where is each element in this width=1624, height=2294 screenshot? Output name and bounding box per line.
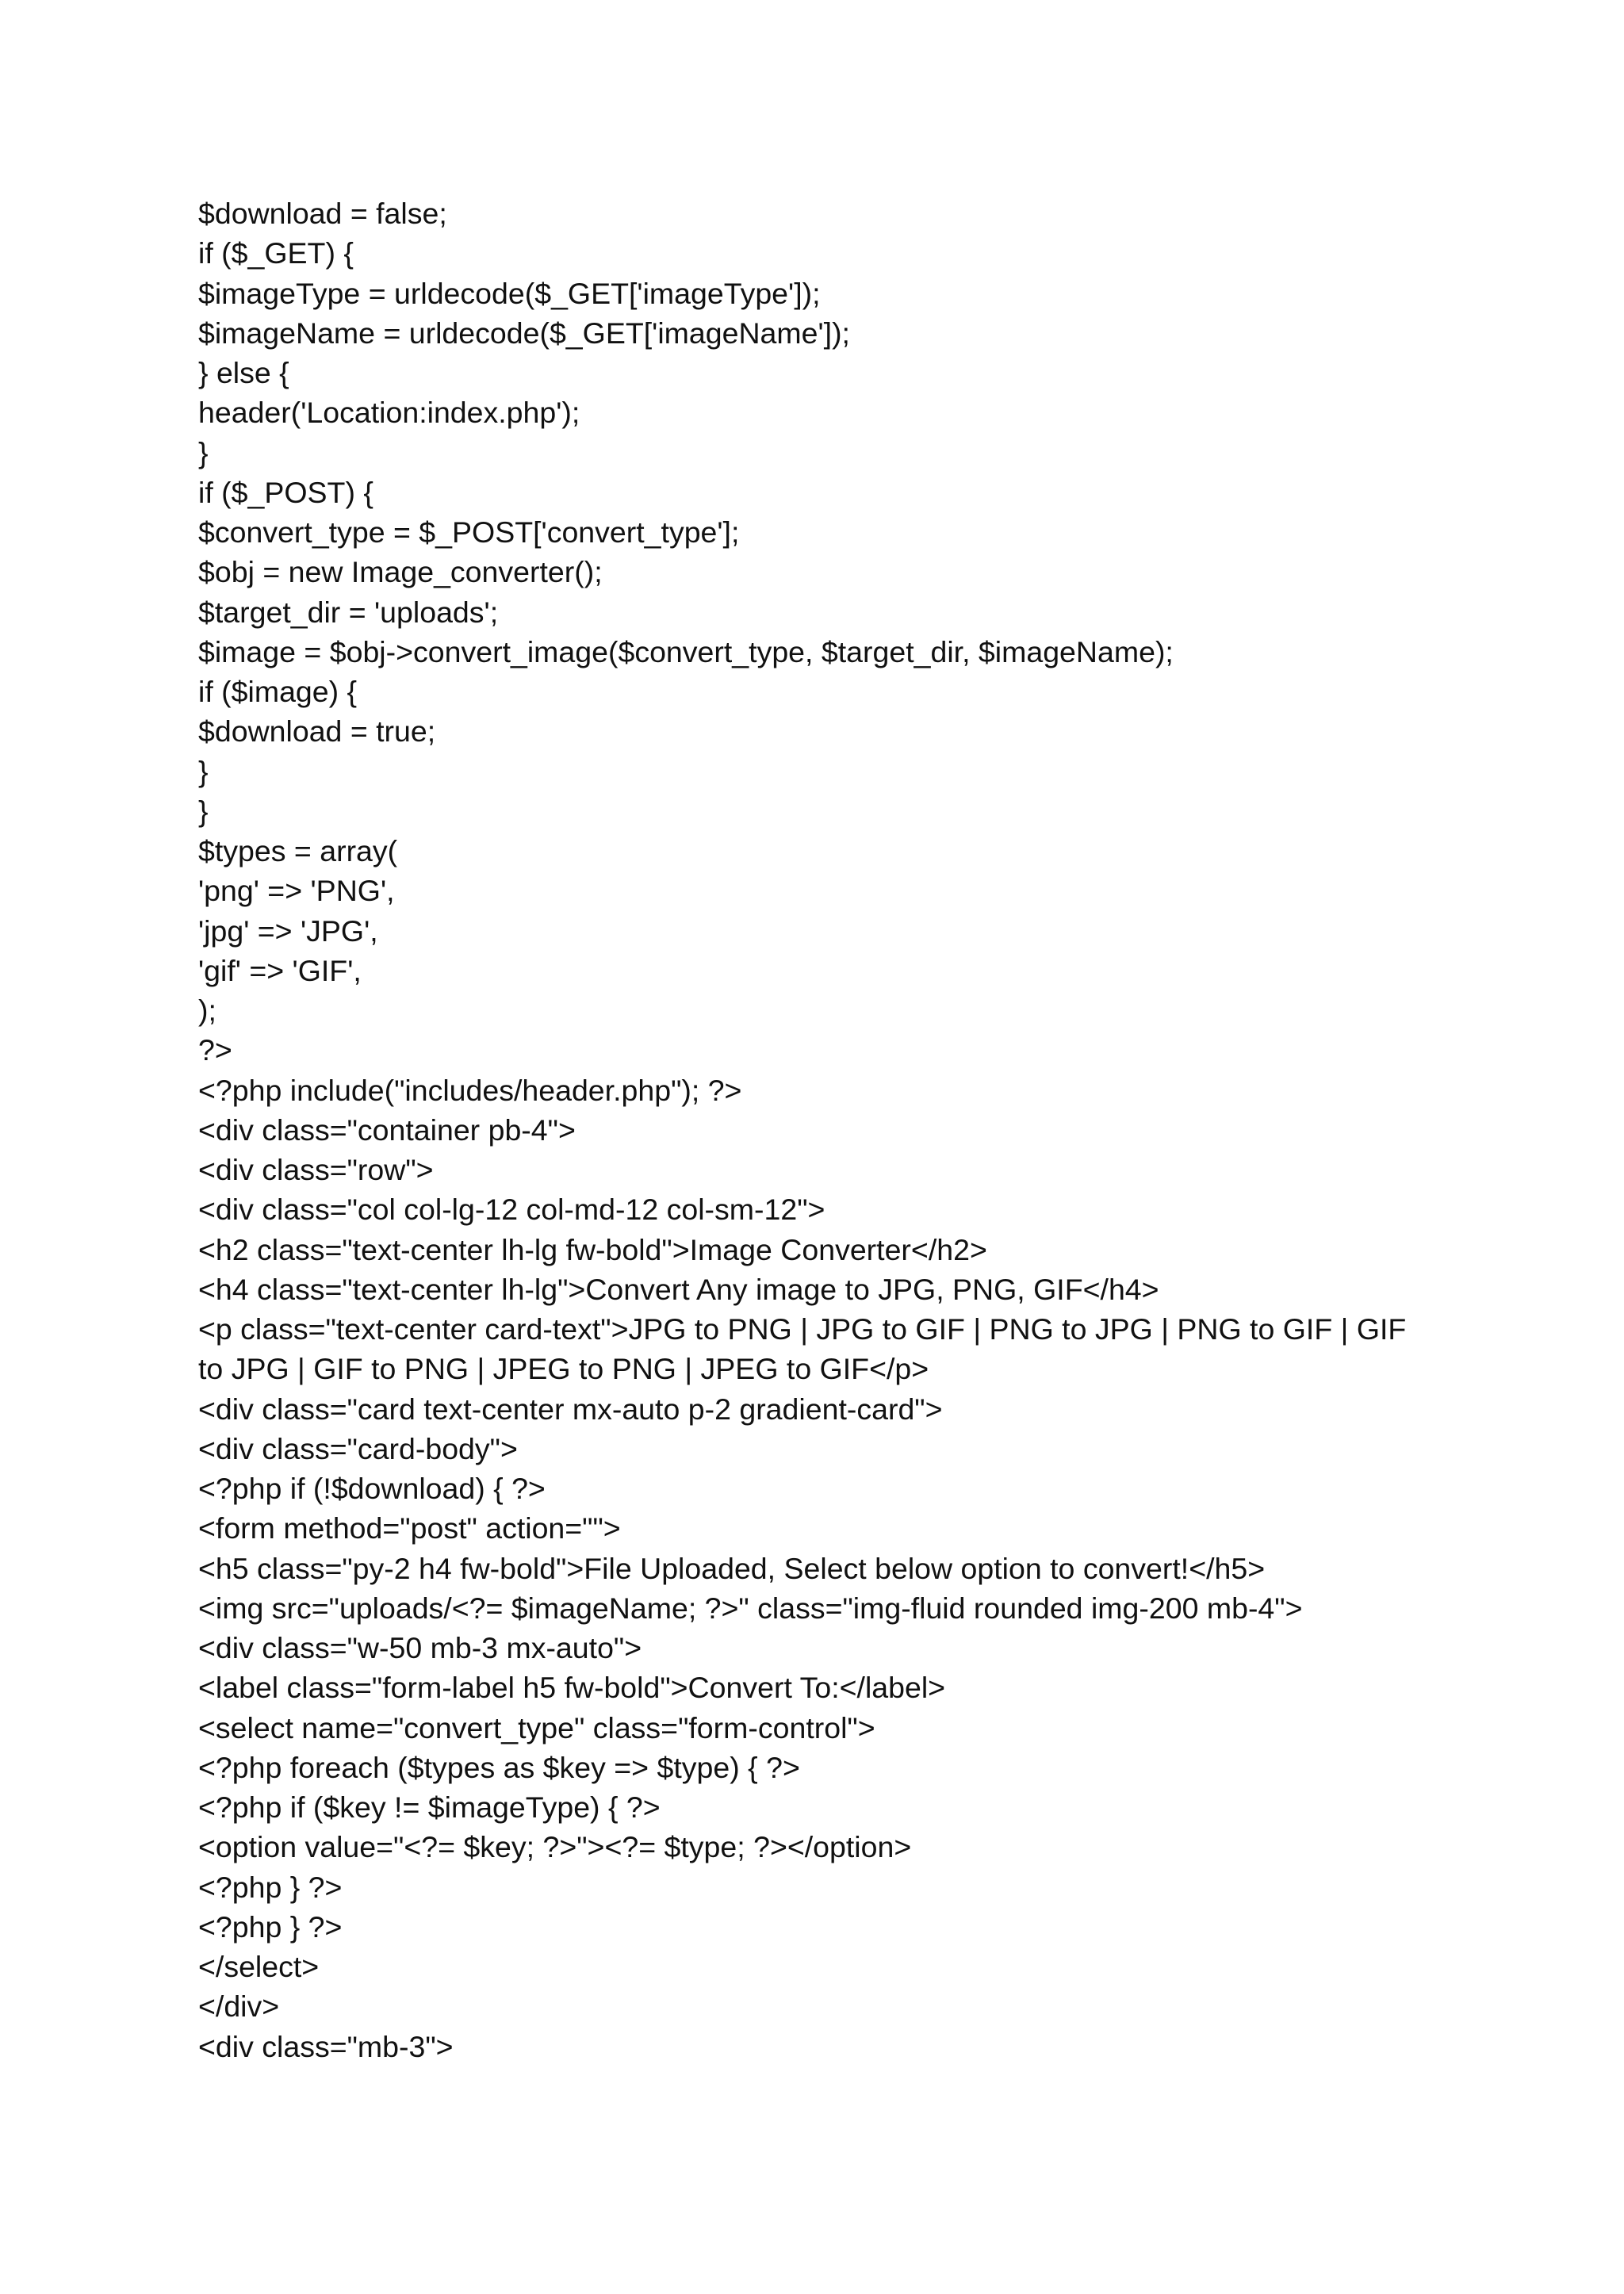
code-line: </div> <box>198 1990 280 2024</box>
code-line: 'gif' => 'GIF', <box>198 953 362 987</box>
code-line: $target_dir = 'uploads'; <box>198 595 499 629</box>
code-line: $image = $obj->convert_image($convert_type, $target_dir, $imageName); <box>198 634 1174 668</box>
code-line: <?php foreach ($types as $key => $type) { ?> <box>198 1750 800 1784</box>
code-line: <?php } ?> <box>198 1909 343 1944</box>
code-line: $types = array( <box>198 834 398 867</box>
code-line: $download = true; <box>198 714 436 749</box>
code-line: <label class="form-label h5 fw-bold">Convert To:</label> <box>198 1671 946 1705</box>
code-listing <box>198 193 1435 2066</box>
code-line: <?php include("includes/header.php"); ?> <box>198 1073 742 1107</box>
code-line: if ($image) { <box>198 675 358 708</box>
code-line: <div class="row"> <box>198 1153 434 1186</box>
code-line: </select> <box>198 1950 320 1983</box>
code-line: } <box>198 435 209 469</box>
code-line: <div class="col col-lg-12 col-md-12 col-sm-12"> <box>198 1193 825 1227</box>
code-line: <div class="w-50 mb-3 mx-auto"> <box>198 1631 642 1664</box>
code-line: $download = false; <box>198 197 447 230</box>
code-line: <img src="uploads/<?= $imageName; ?>" class="img-fluid rounded img-200 mb-4"> <box>198 1591 1303 1625</box>
code-line: <?php } ?> <box>198 1870 343 1904</box>
code-line: <div class="card-body"> <box>198 1431 518 1465</box>
code-line: <h5 class="py-2 h4 fw-bold">File Uploaded, Select below option to convert!</h5> <box>198 1551 1266 1585</box>
code-line: <?php if ($key != $imageType) { ?> <box>198 1790 661 1824</box>
code-line: $imageType = urldecode($_GET['imageType']); <box>198 276 821 310</box>
code-line: 'jpg' => 'JPG', <box>198 913 378 948</box>
code-line: <p class="text-center card-text">JPG to PNG | JPG to GIF | PNG to JPG | PNG to GIF | GIF to JPG | GIF to PNG | JPEG to PNG | JPEG to GIF</p> <box>198 1312 1415 1386</box>
code-line: $imageName = urldecode($_GET['imageName']); <box>198 316 850 350</box>
code-line: $obj = new Image_converter(); <box>198 555 603 589</box>
code-line: $convert_type = $_POST['convert_type']; <box>198 515 740 549</box>
code-line: if ($_GET) { <box>198 236 354 270</box>
code-line: ); <box>198 994 216 1027</box>
code-line: } <box>198 754 209 788</box>
code-line: <h4 class="text-center lh-lg">Convert Any image to JPG, PNG, GIF</h4> <box>198 1272 1159 1306</box>
code-line: <option value="<?= $key; ?>"><?= $type; ?></option> <box>198 1830 912 1864</box>
code-line: <form method="post" action=""> <box>198 1511 621 1545</box>
code-line: <select name="convert_type" class="form-control"> <box>198 1710 875 1744</box>
code-line: if ($_POST) { <box>198 475 373 509</box>
code-line: 'png' => 'PNG', <box>198 874 395 908</box>
code-line: <?php if (!$download) { ?> <box>198 1472 546 1505</box>
code-line: <div class="mb-3"> <box>198 2029 454 2063</box>
code-line: ?> <box>198 1033 232 1067</box>
code-line: <div class="container pb-4"> <box>198 1113 576 1147</box>
code-line: } else { <box>198 356 289 389</box>
code-line: <div class="card text-center mx-auto p-2 gradient-card"> <box>198 1392 943 1426</box>
code-line: <h2 class="text-center lh-lg fw-bold">Image Converter</h2> <box>198 1232 987 1266</box>
code-line: header('Location:index.php'); <box>198 396 580 430</box>
code-line: } <box>198 794 209 828</box>
